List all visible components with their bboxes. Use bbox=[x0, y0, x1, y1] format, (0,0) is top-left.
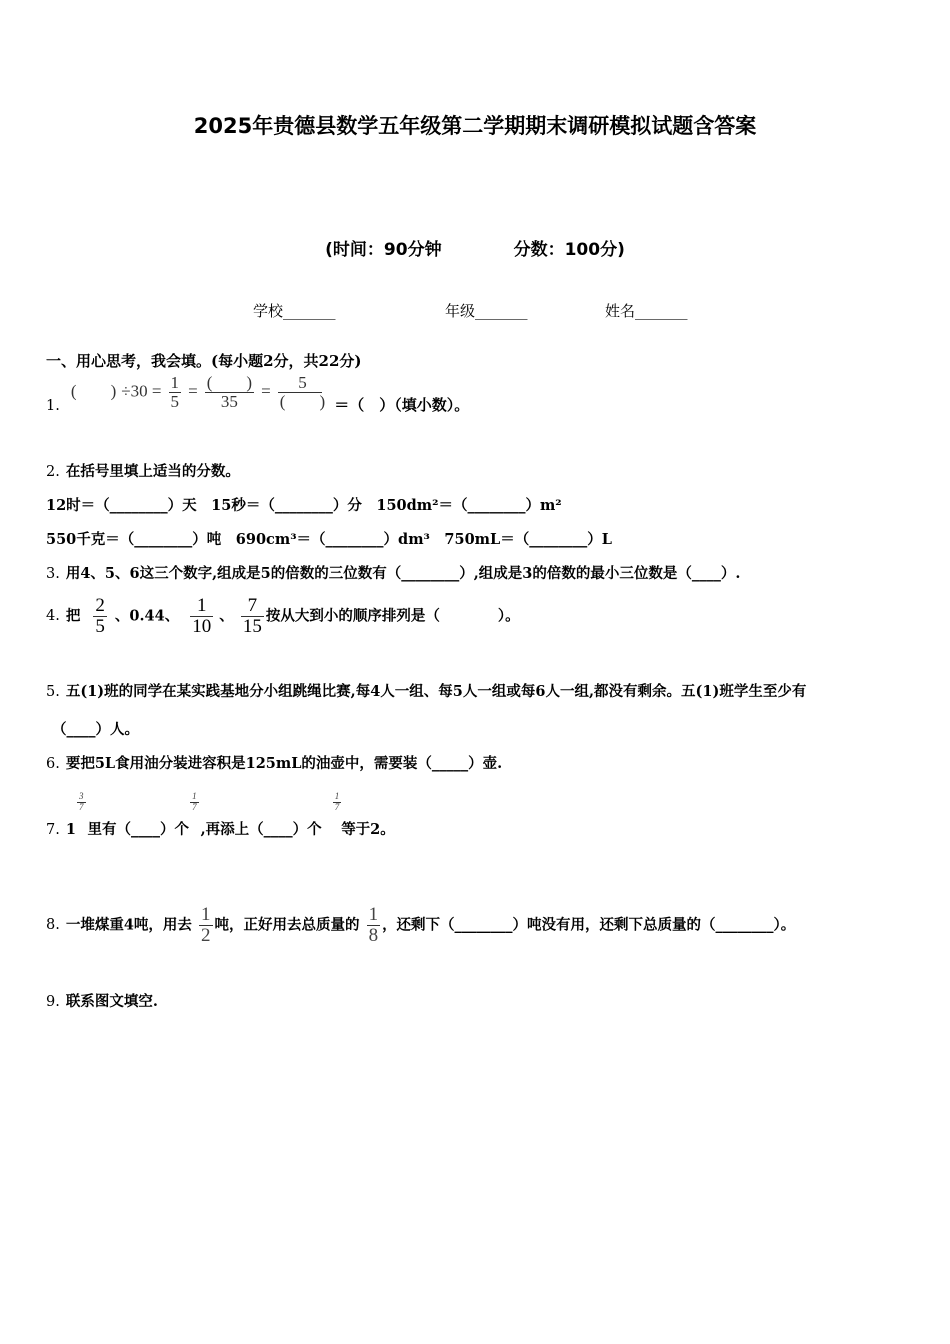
fraction-5-blank: $\frac{5}{( )}$ bbox=[279, 373, 326, 411]
question-number: 9. bbox=[46, 994, 60, 1010]
question-2-line-1: 12时＝（________）天 15秒＝（________）分 150dm²＝（________）m² bbox=[46, 497, 562, 514]
question-text: 吨，正好用去总质量的 bbox=[214, 916, 360, 934]
question-3 bbox=[46, 562, 740, 583]
question-text: 里有（____）个 bbox=[87, 821, 189, 838]
equals-sign: = bbox=[188, 381, 198, 401]
equals-sign: = bbox=[261, 381, 271, 401]
question-number: 4. bbox=[46, 608, 60, 625]
page-title: 2025年贵德县数学五年级第二学期期末调研模拟试题含答案 bbox=[193, 114, 757, 138]
question-text: 、 bbox=[219, 607, 234, 625]
section-heading: 一、用心思考，我会填。(每小题2分，共22分) bbox=[46, 352, 362, 370]
question-5-line-2: （____）人。 bbox=[52, 721, 139, 738]
time-score-line bbox=[0, 235, 950, 260]
question-text: 用4、5、6这三个数字,组成是5的倍数的三位数有（________）,组成是3的倍数的最小三位数是（____）. bbox=[65, 565, 741, 582]
question-tail: ，还剩下（________）吨没有用，还剩下总质量的（________）。 bbox=[382, 916, 796, 934]
fraction-1-5: $\frac{1}{5}$ bbox=[170, 373, 180, 411]
question-2-line-2: 550千克＝（________）吨 690cm³＝（________）dm³ 750mL＝（________）L bbox=[46, 531, 612, 548]
question-tail: 等于2。 bbox=[341, 821, 395, 838]
question-text: 在括号里填上适当的分数。 bbox=[65, 463, 240, 480]
question-number: 1. bbox=[46, 398, 60, 415]
name-field: 姓名_______ bbox=[605, 302, 688, 320]
question-text: 五(1)班的同学在某实践基地分小组跳绳比赛,每4人一组、每5人一组或每6人一组,都没有剩余。五(1)班学生至少有 bbox=[65, 683, 807, 700]
question-number: 3. bbox=[46, 566, 60, 582]
question-8 bbox=[46, 905, 795, 946]
fraction-blank-35: $\frac{( )}{35}$ bbox=[206, 373, 253, 411]
question-text: 1 bbox=[65, 821, 76, 838]
school-field: 学校_______ bbox=[253, 302, 336, 320]
question-text: 要把5L食用油分装进容积是125mL的油壶中，需要装（_____）壶. bbox=[65, 755, 503, 772]
question-tail: ＝（ ）（填小数）。 bbox=[334, 396, 470, 415]
question-text: 、0.44、 bbox=[114, 607, 180, 625]
fraction-1-7-b: $\frac{1}{7}$ bbox=[334, 791, 340, 812]
question-4 bbox=[46, 596, 520, 637]
fraction-1-10: $\frac{1}{10}$ bbox=[192, 595, 212, 637]
question-9 bbox=[46, 990, 158, 1011]
score-label: 分数：100分) bbox=[513, 240, 625, 260]
fraction-1-2: $\frac{1}{2}$ bbox=[201, 904, 211, 946]
question-number: 5. bbox=[46, 684, 60, 700]
fraction-2-5: $\frac{2}{5}$ bbox=[95, 595, 105, 637]
question-number: 6. bbox=[46, 756, 60, 772]
question-number: 7. bbox=[46, 822, 60, 838]
question-text: 把 bbox=[65, 607, 81, 625]
question-text: 一堆煤重4吨，用去 bbox=[65, 916, 192, 934]
divide-30: ÷30 = bbox=[121, 381, 162, 401]
grade-field: 年级_______ bbox=[445, 302, 528, 320]
question-7 bbox=[46, 790, 395, 838]
question-1 bbox=[46, 373, 470, 415]
question-5 bbox=[46, 680, 806, 701]
question-text: 联系图文填空. bbox=[65, 993, 158, 1010]
question-text: ,再添上（____）个 bbox=[200, 821, 322, 838]
question-number: 8. bbox=[46, 917, 60, 934]
fraction-1-8: $\frac{1}{8}$ bbox=[368, 904, 379, 946]
question-number: 2. bbox=[46, 464, 60, 480]
fraction-3-7: $\frac{3}{7}$ bbox=[79, 791, 84, 812]
fraction-1-7: $\frac{1}{7}$ bbox=[192, 791, 197, 812]
time-label: (时间：90分钟 bbox=[325, 240, 442, 260]
question-tail: 按从大到小的顺序排列是（ ）。 bbox=[265, 607, 520, 625]
blank-paren: ( ) bbox=[70, 381, 117, 401]
question-2 bbox=[46, 460, 240, 481]
question-6 bbox=[46, 752, 502, 773]
fraction-7-15: $\frac{7}{15}$ bbox=[242, 595, 262, 637]
